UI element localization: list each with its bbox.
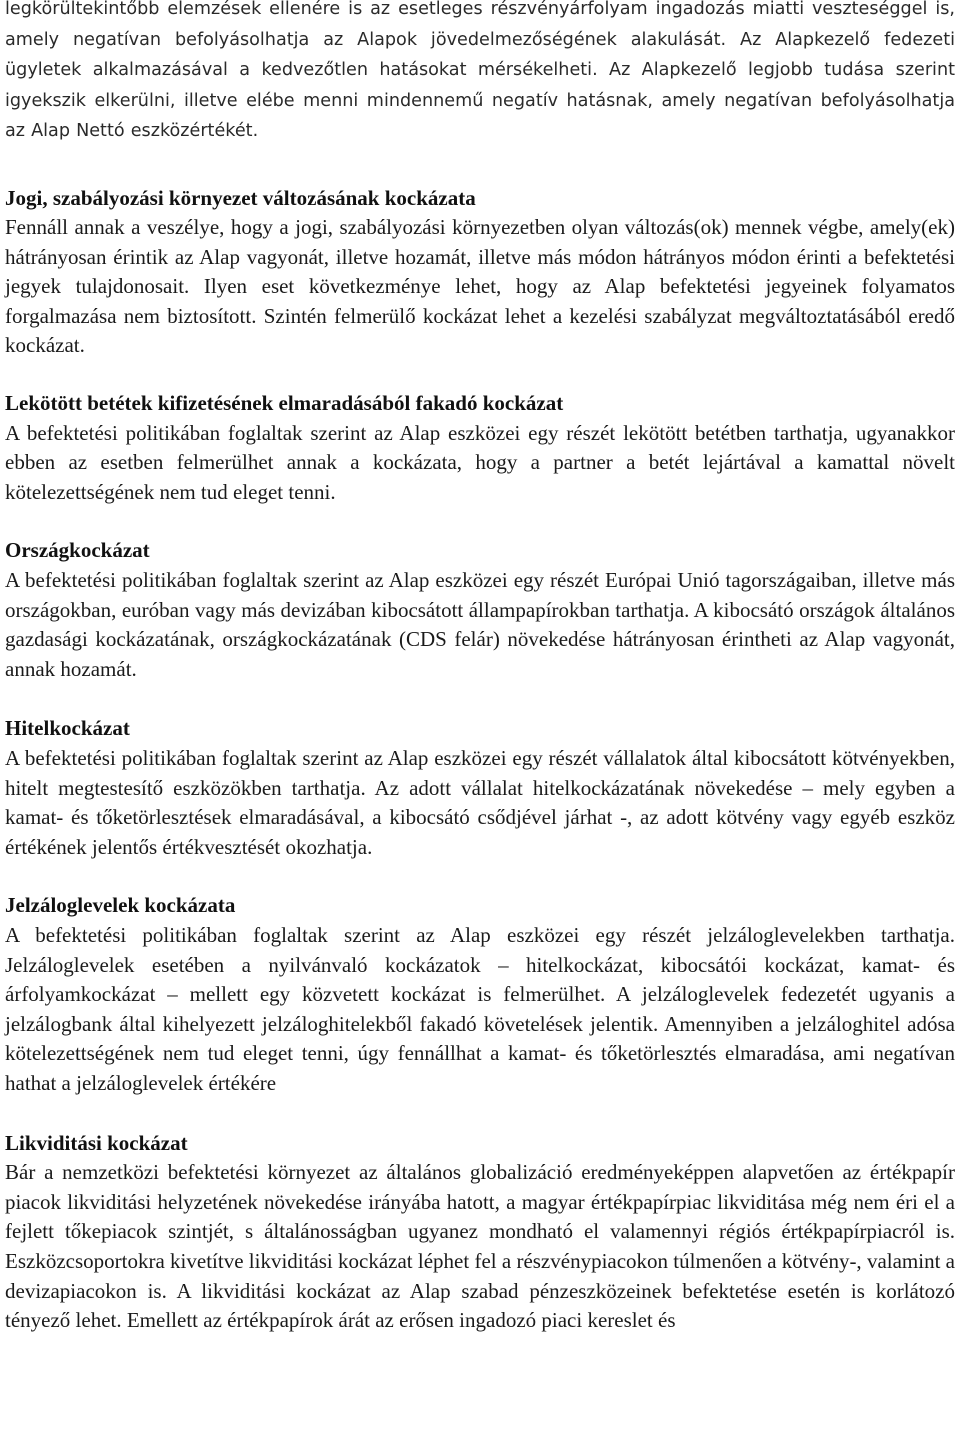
section-heading: Likviditási kockázat bbox=[5, 1130, 188, 1155]
section-heading: Jogi, szabályozási környezet változásának kockázata bbox=[5, 185, 476, 210]
section-credit-risk bbox=[5, 714, 955, 862]
section-body: Bár a nemzetközi befektetési környezet az általános globalizáció eredményeképpen alapvetően az értékpapír piacok likviditási helyzetének növekedése irányába hatott, a magyar értékpapírpiac likviditása még nem éri el a fejlett tőkepiacok szintjét, s általánosságban ugyanez mondható el valamennyi régiós értékpapírpiacról is. Eszközcsoportokra kivetítve likviditási kockázat léphet fel a részvénypiacokon túlmenően a kötvény-, valamint a devizapiacokon is. A likviditási kockázat az Alap szabad pénzeszközeinek befektetése esetén is korlátozó tényező lehet. Emellett az értékpapírok árát az erősen ingadozó piaci kereslet és bbox=[5, 1160, 955, 1333]
section-mortgage-bond-risk bbox=[5, 891, 955, 1098]
section-heading: Országkockázat bbox=[5, 538, 150, 563]
section-body: A befektetési politikában foglaltak szerint az Alap eszközei egy részét lekötött betétben tarthatja, ugyanakkor ebben az esetben felmerülhet annak a kockázata, hogy a partner a betét lejártával a kamattal növelt kötelezettségének nem tud eleget tenni. bbox=[5, 420, 955, 504]
section-body: A befektetési politikában foglaltak szerint az Alap eszközei egy részét Európai Unió tagországaiban, illetve más országokban, euróban vagy más devizában kibocsátott állampapírokban tarthatja. A kibocsátó országok általános gazdasági kockázatának, országkockázatának (CDS felár) növekedése hátrányosan érintheti az Alap vagyonát, annak hozamát. bbox=[5, 568, 955, 681]
section-heading: Jelzáloglevelek kockázata bbox=[5, 893, 236, 918]
section-country-risk bbox=[5, 536, 955, 684]
section-body: Fennáll annak a veszélye, hogy a jogi, szabályozási környezetben olyan változás(ok) mennek végbe, amely(ek) hátrányosan érintik az Alap vagyonát, illetve hozamát, illetve más módon hátrányos módon érinti a befektetési jegyek tulajdonosait. Ilyen eset következménye lehet, hogy az Alap befektetési jegyeinek folyamatos forgalmazása nem biztosított. Szintén felmerülő kockázat lehet a kezelési szabályzat megváltoztatásából eredő kockázat. bbox=[5, 215, 955, 358]
intro-paragraph: legkörültekintőbb elemzések ellenére is az esetleges részvényárfolyam ingadozás miatti veszteséggel is, amely negatívan befolyásolhatja az Alapok jövedelmezőségének alakulását. Az Alapkezelő fedezeti ügyletek alkalmazásával a kedvezőtlen hatásokat mérsékelheti. Az Alapkezelő legjobb tudása szerint igyekszik elkerülni, illetve elébe menni mindennemű negatív hatásnak, amely negatívan befolyásolhatja az Alap Nettó eszközértékét. bbox=[5, 0, 955, 141]
section-body: A befektetési politikában foglaltak szerint az Alap eszközei egy részét vállalatok által kibocsátott kötvényekben, hitelt megtestesítő eszközökben tarthatja. Az adott vállalat hitelkockázatának növekedése – mely egyben a kamat- és tőketörlesztések elmaradásával, a kibocsátó csődjével járhat -, az adott kötvény vagy egyéb eszköz értékének jelentős értékvesztését okozhatja. bbox=[5, 746, 955, 859]
section-legal-regulatory-risk bbox=[5, 184, 955, 362]
section-term-deposit-risk bbox=[5, 389, 955, 507]
document-page bbox=[5, 0, 955, 1336]
section-heading: Hitelkockázat bbox=[5, 716, 130, 741]
section-heading: Lekötött betétek kifizetésének elmaradásából fakadó kockázat bbox=[5, 391, 564, 416]
section-body: A befektetési politikában foglaltak szerint az Alap eszközei egy részét jelzáloglevelekben tarthatja. Jelzáloglevelek esetében a nyilvánvaló kockázatok – hitelkockázat, kibocsátói kockázat, kamat- és árfolyamkockázat – mellett egy közvetett kockázat is felmerülhet. A jelzáloglevelek fedezetét ugyanis a jelzálogbank által kihelyezett jelzáloghitelekből fakadó követelések jelentik. Amennyiben a jelzáloghitel adósa kötelezettségének nem tud eleget tenni, úgy fennállhat a kamat- és tőketörlesztés elmaradása, ami negatívan hathat a jelzáloglevelek értékére bbox=[5, 922, 955, 1095]
section-liquidity-risk bbox=[5, 1129, 955, 1336]
